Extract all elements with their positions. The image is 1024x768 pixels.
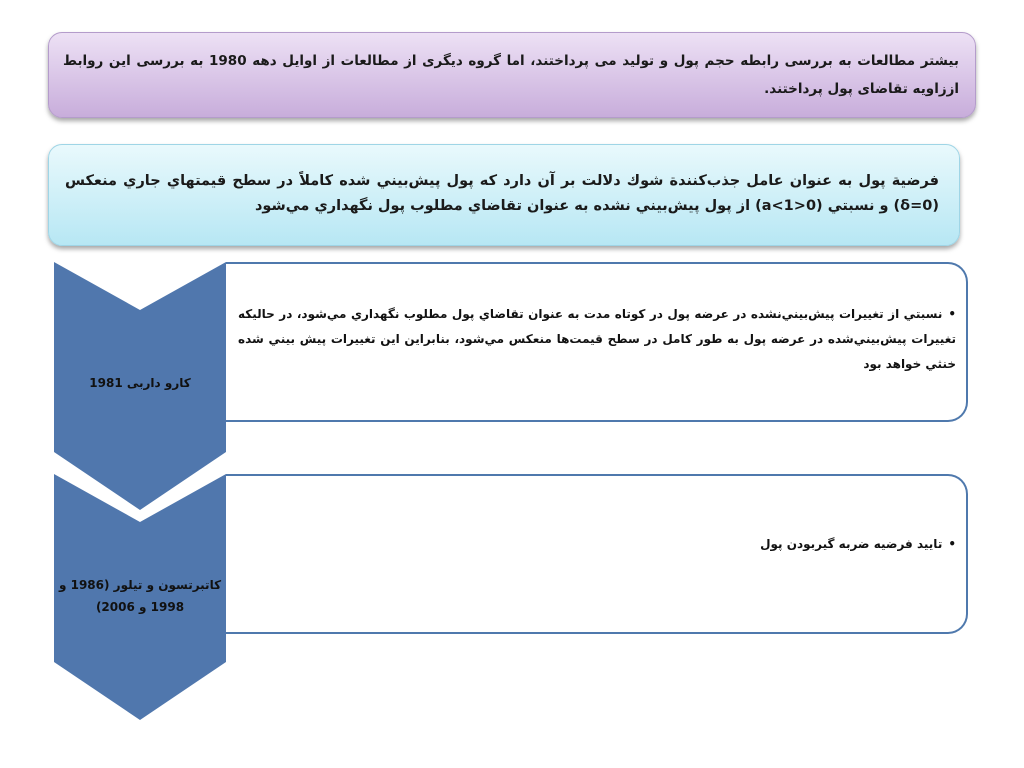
intro-text: بیشتر مطالعات به بررسی رابطه حجم پول و تولید می پرداختند، اما گروه دیگری از مطالعات از اوایل دهه 1980 به بررسی این روابط اززاویه تقاضای پول پرداختند. [63,53,959,97]
study-panel-2 [226,474,968,634]
study-bullet-text-1: نسبتي از تغييرات پيش‌بيني‌نشده در عرضه پول در كوتاه مدت به عنوان تقاضاي پول مطلوب نگهداري مي‌شود، در حاليكه تغييرات پيش‌بيني‌شده در عرضه پول به طور كامل در سطح قيمت‌ها منعكس مي‌شود، بنابراين اين تغييرات پيش بيني شده خنثي خواهد بود [238,307,956,371]
bullet-dot-icon: • [948,537,956,551]
hypothesis-text: فرضية پول به عنوان عامل جذب‌کنندة شوك دلالت بر آن دارد كه پول پيش‌بيني شده كاملاً در سطح قيمتهاي جاري منعكس (δ=0) و نسبتي (0<a<1) از پول پيش‌بيني نشده به عنوان تقاضاي مطلوب پول نگهداري مي‌شود [65,173,939,214]
study-bullet-2 [238,532,956,557]
study-label-2: کاتبرتسون و تیلور (1986 و 1998 و 2006) [58,578,222,614]
study-bullet-text-2: تایید فرضیه ضربه گیربودن پول [760,537,943,551]
study-bullet-1 [238,302,956,377]
study-label-1: کارو داربی 1981 [89,376,191,390]
bullet-dot-icon: • [948,307,956,321]
study-panel-1 [226,262,968,422]
